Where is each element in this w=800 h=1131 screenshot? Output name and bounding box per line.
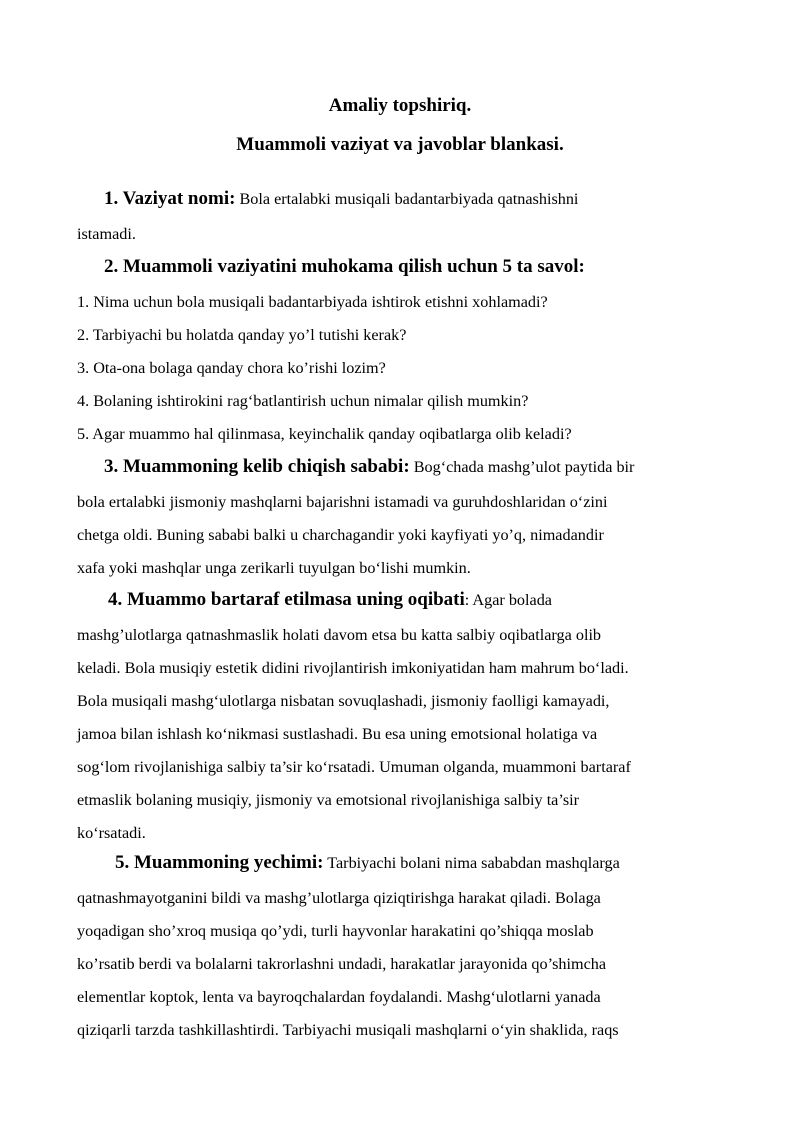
- section-3-text: xafa yoki mashqlar unga zerikarli tuyulgan bo‘lishi mumkin.: [77, 559, 471, 577]
- section-4-text: : Agar bolada: [464, 591, 552, 609]
- section-4-text: Bola musiqali mashg‘ulotlarga nisbatan sovuqlashadi, jismoniy faolligi kamayadi,: [77, 692, 610, 710]
- section-1-text: Bola ertalabki musiqali badantarbiyada qatnashishni: [239, 190, 579, 208]
- document-subtitle: Muammoli vaziyat va javoblar blankasi.: [236, 134, 564, 155]
- section-5-first-line: [115, 853, 620, 873]
- section-3-text: Bog‘chada mashg’ulot paytida bir: [413, 458, 635, 476]
- section-1-first-line: [104, 189, 578, 209]
- section-4-text: etmaslik bolaning musiqiy, jismoniy va emotsional rivojlanishiga salbiy ta’sir: [77, 791, 580, 809]
- section-5-text: yoqadigan sho’xroq musiqa qo’ydi, turli hayvonlar harakatini qo’shiqqa moslab: [77, 922, 594, 940]
- section-1-heading: 1. Vaziyat nomi:: [104, 188, 236, 209]
- question-item: 3. Ota-ona bolaga qanday chora ko’rishi lozim?: [77, 359, 386, 377]
- section-4-text: jamoa bilan ishlash ko‘nikmasi sustlashadi. Bu esa uning emotsional holatiga va: [77, 725, 598, 743]
- section-4-text: sog‘lom rivojlanishiga salbiy ta’sir ko‘rsatadi. Umuman olganda, muammoni bartaraf: [77, 758, 631, 776]
- section-5-heading: 5. Muammoning yechimi:: [115, 852, 324, 873]
- document-title: Amaliy topshiriq.: [328, 95, 472, 116]
- question-item: 2. Tarbiyachi bu holatda qanday yo’l tutishi kerak?: [77, 326, 407, 344]
- section-5-text: elementlar koptok, lenta va bayroqchalardan foydalandi. Mashg‘ulotlarni yanada: [77, 988, 601, 1006]
- section-3-first-line: [104, 457, 634, 477]
- section-4-text: keladi. Bola musiqiy estetik didini rivojlantirish imkoniyatidan ham mahrum bo‘ladi.: [77, 659, 629, 677]
- section-3-text: chetga oldi. Buning sababi balki u charchagandir yoki kayfiyati yo’q, nimadandir: [77, 526, 604, 544]
- section-4-text: ko‘rsatadi.: [77, 824, 146, 842]
- section-3-heading: 3. Muammoning kelib chiqish sababi:: [104, 456, 410, 477]
- section-5-text: qiziqarli tarzda tashkillashtirdi. Tarbiyachi musiqali mashqlarni o‘yin shaklida, raqs: [77, 1021, 619, 1039]
- section-4-first-line: [108, 590, 552, 610]
- section-5-text: Tarbiyachi bolani nima sababdan mashqlarga: [327, 854, 620, 872]
- section-4-text: mashg’ulotlarga qatnashmaslik holati davom etsa bu katta salbiy oqibatlarga olib: [77, 626, 602, 644]
- section-5-text: qatnashmayotganini bildi va mashg’ulotlarga qiziqtirishga harakat qiladi. Bolaga: [77, 889, 601, 907]
- section-4-heading: 4. Muammo bartaraf etilmasa uning oqibati: [108, 589, 465, 610]
- section-3-text: bola ertalabki jismoniy mashqlarni bajarishni istamadi va guruhdoshlaridan o‘zini: [77, 493, 608, 511]
- question-item: 1. Nima uchun bola musiqali badantarbiyada ishtirok etishni xohlamadi?: [77, 293, 548, 311]
- question-item: 5. Agar muammo hal qilinmasa, keyinchalik qanday oqibatlarga olib keladi?: [77, 425, 572, 443]
- section-2-heading: 2. Muammoli vaziyatini muhokama qilish uchun 5 ta savol:: [104, 256, 585, 277]
- section-1-text: istamadi.: [77, 225, 136, 243]
- question-item: 4. Bolaning ishtirokini rag‘batlantirish uchun nimalar qilish mumkin?: [77, 392, 529, 410]
- section-5-text: ko’rsatib berdi va bolalarni takrorlashni undadi, harakatlar jarayonida qo’shimcha: [77, 955, 607, 973]
